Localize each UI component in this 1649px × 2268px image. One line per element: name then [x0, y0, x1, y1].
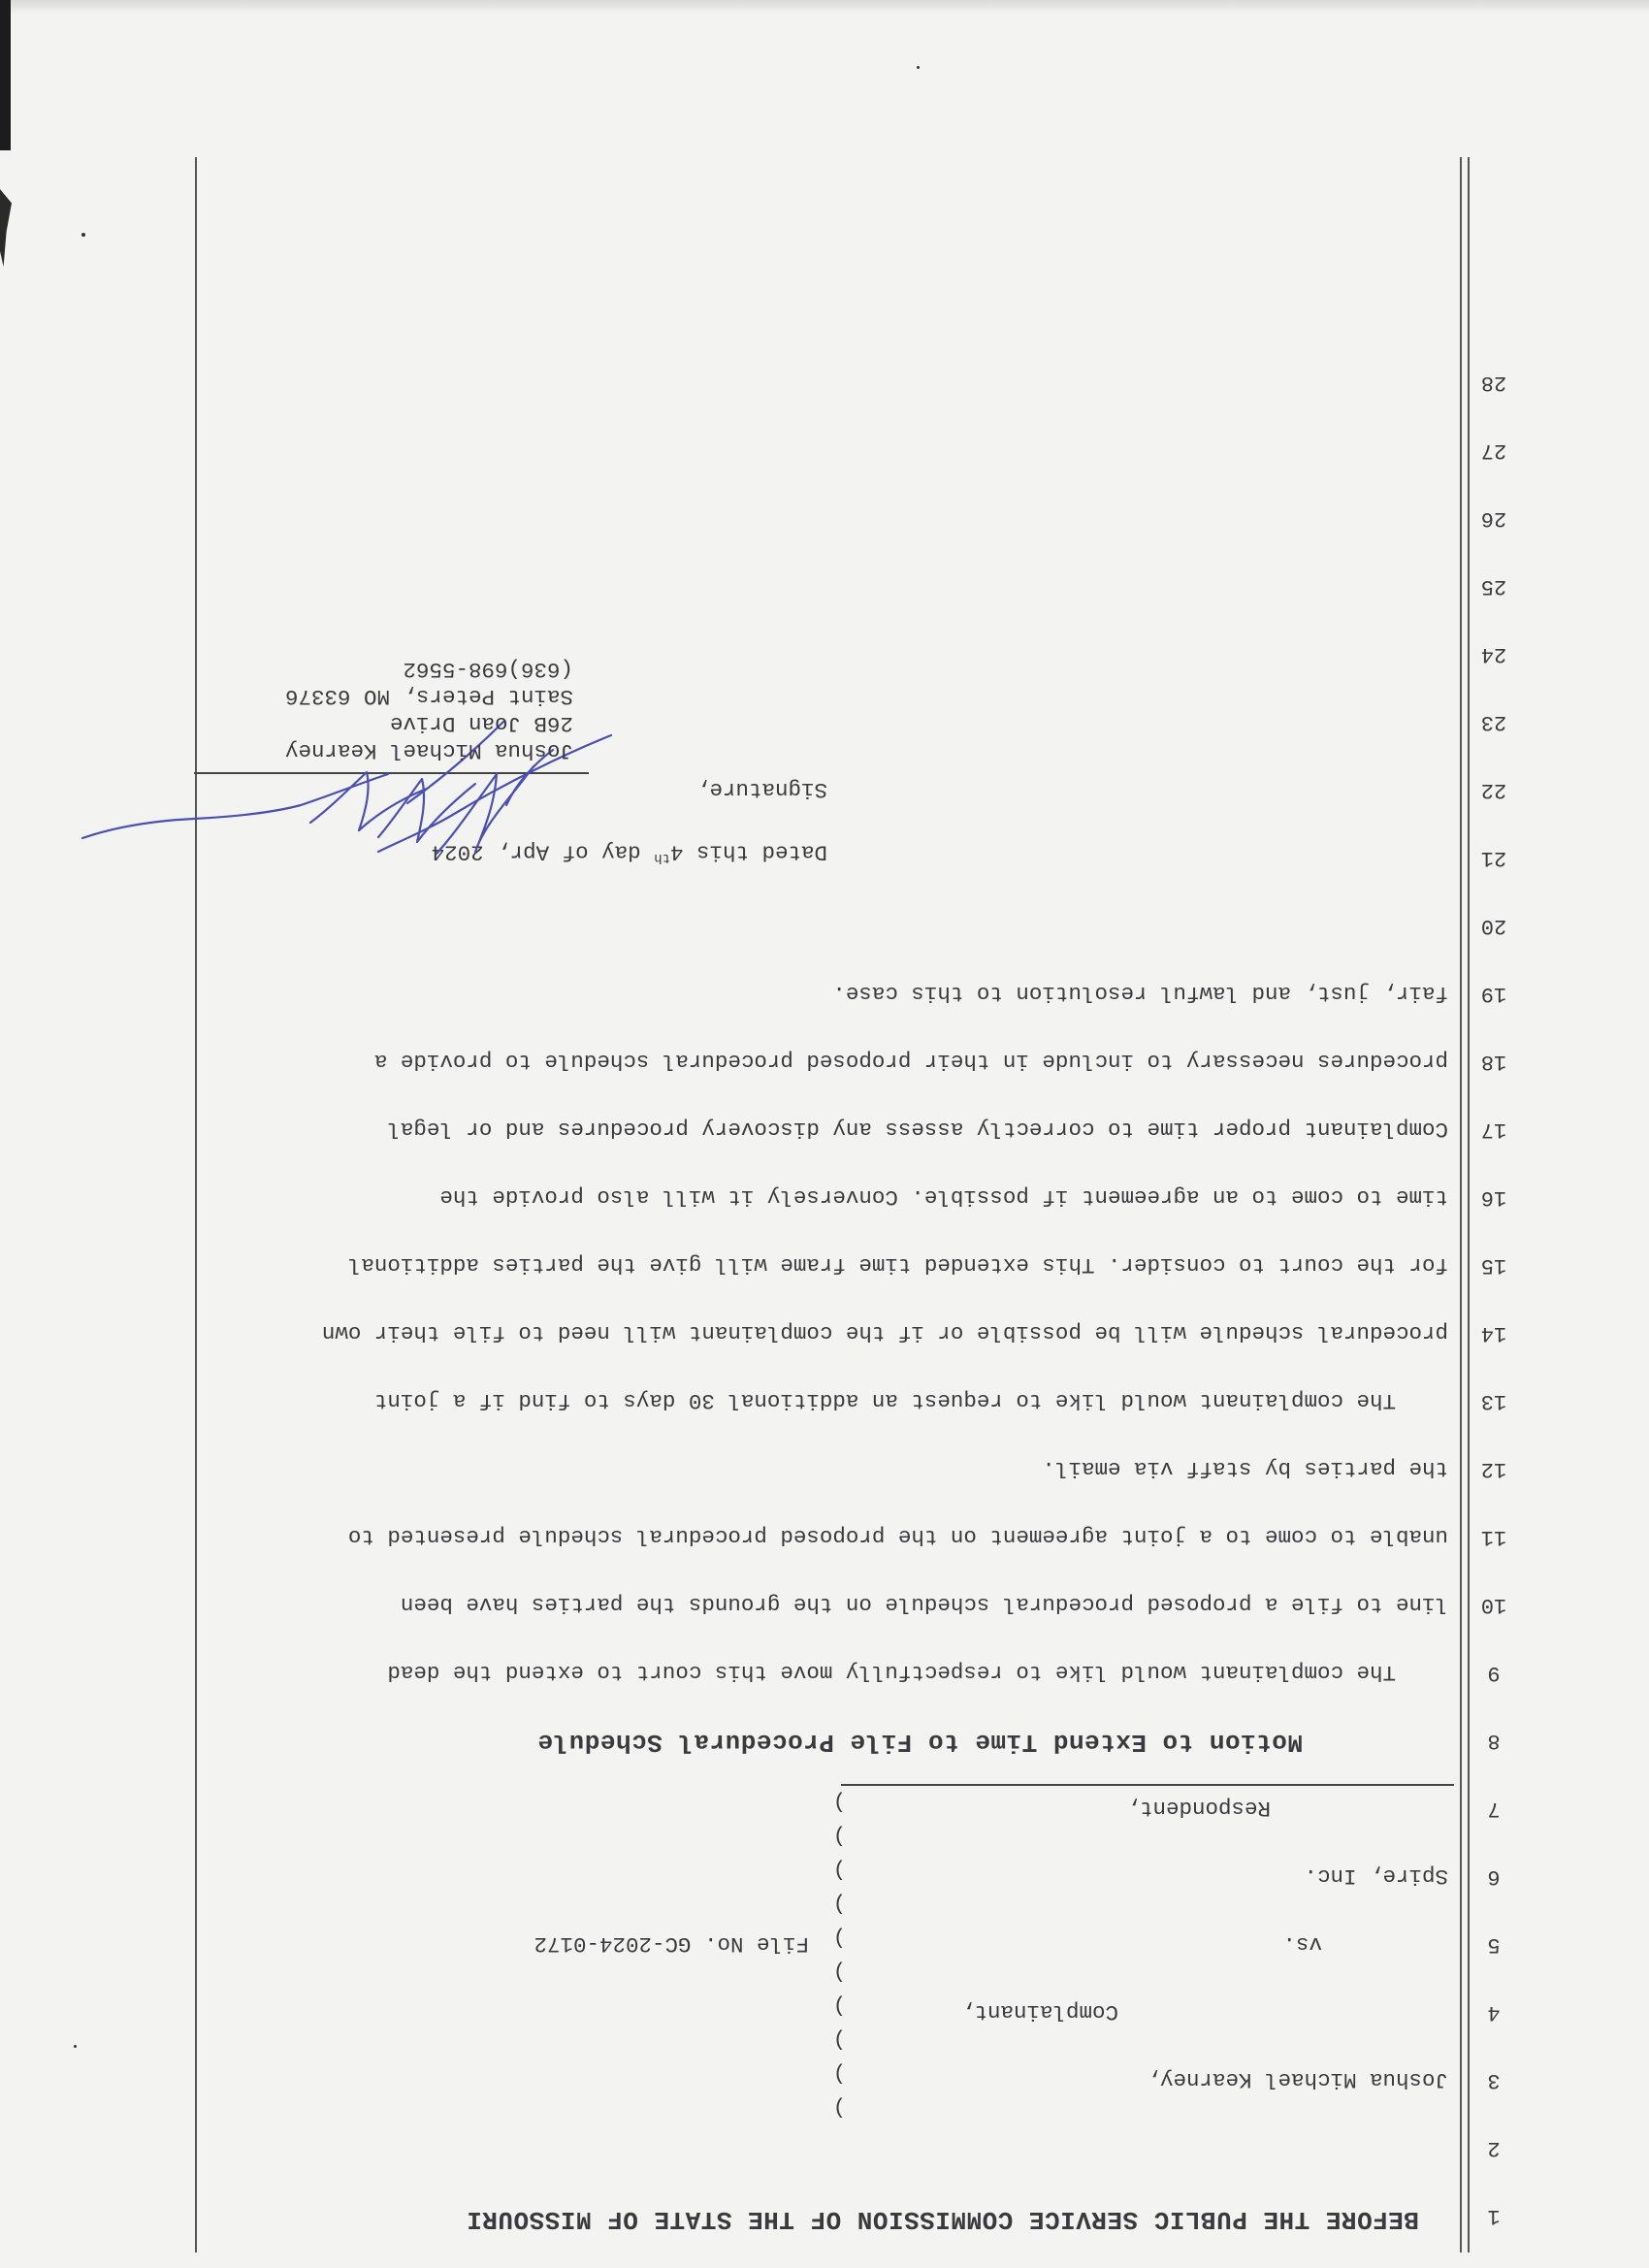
caption-paren: ) — [832, 2061, 846, 2086]
line-number: 9 — [1487, 1661, 1501, 1685]
line-number: 11 — [1480, 1525, 1507, 1549]
line-number: 3 — [1487, 2068, 1501, 2092]
caption-paren: ) — [832, 1993, 846, 2018]
line-number: 23 — [1480, 710, 1507, 734]
complainant-name: Joshua Michael Kearney, — [1147, 2067, 1448, 2092]
line-number: 4 — [1487, 2000, 1501, 2025]
document-heading: BEFORE THE PUBLIC SERVICE COMMISSION OF THE STATE OF MISSOURI — [466, 2205, 1419, 2234]
caption-paren: ) — [832, 1790, 846, 1814]
respondent-role: Respondent, — [1126, 1796, 1271, 1821]
caption-paren: ) — [832, 1824, 846, 1848]
line-number: 25 — [1480, 574, 1507, 599]
address-city: Saint Peters, MO 63376 — [284, 684, 573, 709]
line-number: 17 — [1480, 1118, 1507, 1142]
body-line: The complainant would like to respectfully move this court to extend the dead — [387, 1660, 1448, 1685]
versus-text: vs. — [1282, 1931, 1322, 1957]
dated-suffix: day of Apr, 2024 — [431, 839, 655, 865]
dated-prefix: Dated this 4 — [669, 839, 827, 865]
address-street: 26B Joan Drive — [389, 711, 573, 736]
body-line: procedural schedule will be possible or if the complainant will need to file their own — [321, 1320, 1448, 1345]
line-number: 13 — [1480, 1389, 1507, 1413]
complainant-role: Complainant, — [960, 1999, 1118, 2025]
caption-paren: ) — [832, 1892, 846, 1916]
caption-underline — [841, 1784, 1454, 1786]
dated-superscript: th — [654, 850, 670, 865]
line-number: 8 — [1487, 1729, 1501, 1753]
line-number: 15 — [1480, 1253, 1507, 1278]
line-number: 7 — [1487, 1797, 1501, 1821]
line-number: 16 — [1480, 1185, 1507, 1210]
body-line: procedures necessary to include in their proposed procedural schedule to provide a — [373, 1049, 1448, 1074]
file-number: File No. GC-2024-0172 — [534, 1931, 809, 1957]
line-number: 10 — [1480, 1593, 1507, 1617]
line-number: 28 — [1480, 371, 1507, 395]
line-number: 22 — [1480, 778, 1507, 802]
line-number: 12 — [1480, 1457, 1507, 1481]
line-number: 21 — [1480, 846, 1507, 870]
body-line: for the court to consider. This extended time frame will give the parties additional — [347, 1252, 1448, 1278]
line-number: 24 — [1480, 642, 1507, 666]
line-number: 1 — [1487, 2204, 1501, 2228]
line-number: 26 — [1480, 506, 1507, 531]
line-number: 5 — [1487, 1932, 1501, 1957]
body-line: fair, just, and lawful resolution to this case. — [832, 981, 1448, 1006]
line-number: 20 — [1480, 914, 1507, 938]
body-line: line to file a proposed procedural schedule on the grounds the parties have been — [400, 1592, 1448, 1617]
signature-label: Signature, — [695, 777, 827, 802]
pleading-left-margin-rule — [1460, 157, 1470, 2252]
body-line: Complainant proper time to correctly assess any discovery procedures and or legal — [387, 1117, 1448, 1142]
body-line: unable to come to a joint agreement on the proposed procedural schedule presented to — [347, 1524, 1448, 1549]
line-number: 19 — [1480, 982, 1507, 1006]
signer-name: Joshua Michael Kearney — [284, 738, 573, 763]
phone-number: (636)698-5562 — [403, 657, 573, 682]
body-line: the parties by staff via email. — [1042, 1456, 1448, 1481]
line-number: 27 — [1480, 438, 1507, 463]
caption-paren: ) — [832, 1960, 846, 1984]
caption-paren: ) — [832, 2095, 846, 2120]
caption-paren: ) — [832, 1926, 846, 1950]
line-number: 6 — [1487, 1864, 1501, 1889]
motion-title: Motion to Extend Time to File Procedural Schedule — [536, 1728, 1303, 1757]
line-number: 18 — [1480, 1050, 1507, 1074]
caption-paren: ) — [832, 2027, 846, 2052]
line-number: 2 — [1487, 2136, 1501, 2160]
line-number: 14 — [1480, 1321, 1507, 1345]
pleading-right-margin-rule — [195, 157, 197, 2252]
respondent-name: Spire, Inc. — [1304, 1863, 1448, 1889]
caption-paren: ) — [832, 1858, 846, 1882]
body-line: The complainant would like to request an additional 30 days to find if a joint — [373, 1388, 1448, 1413]
body-line: time to come to an agreement if possible. Conversely it will also provide the — [439, 1184, 1448, 1210]
